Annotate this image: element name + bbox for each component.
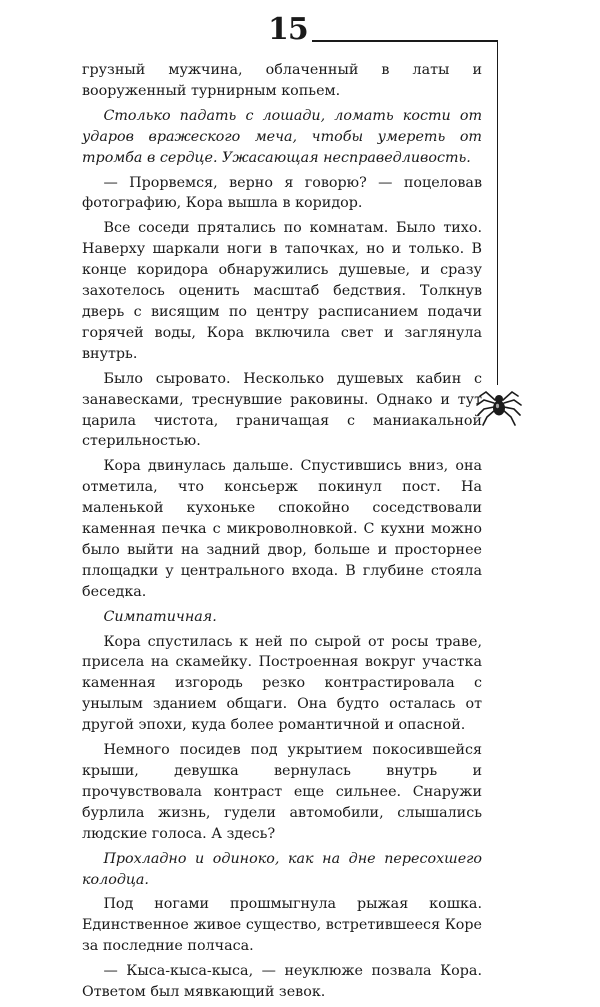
paragraph-italic: Прохладно и одиноко, как на дне пересохшего колодца. — [82, 850, 482, 888]
paragraph: Под ногами прошмыгнула рыжая кошка. Единственное живое существо, встретившееся Коре за последние полчаса. — [82, 896, 482, 955]
paragraph: Кора спустилась к ней по сырой от росы траве, присела на скамейку. Построенная вокруг участка каменная изгородь резко контрастировала с унылым зданием общаги. Она будто осталась от другой эпохи, куда более романтичной и опасной. — [82, 633, 482, 734]
paragraph: Все соседи прятались по комнатам. Было тихо. Наверху шаркали ноги в тапочках, но и только. В конце коридора обнаружились душевые, и сразу захотелось оценить масштаб бедствия. Толкнув дверь с висящим по центру расписанием подачи горячей воды, Кора включила свет и заглянула внутрь. — [82, 220, 482, 362]
paragraph: Кора двинулась дальше. Спустившись вниз, она отметила, что консьерж покинул пост. На маленькой кухоньке спокойно соседствовали каменная печка с микроволновкой. С кухни можно было выйти на задний двор, больше и просторнее площадки у центрального входа. В глубине стояла беседка. — [82, 458, 482, 600]
body-text — [82, 60, 482, 1007]
page-number: 15 — [268, 12, 308, 47]
spider-thread-horizontal — [312, 40, 498, 42]
paragraph: — Кыса-кыса-кыса, — неуклюже позвала Кора. Ответом был мявкающий зевок. — [82, 963, 482, 1001]
paragraph-italic: Столько падать с лошади, ломать кости от ударов вражеского меча, чтобы умереть от тромба в сердце. Ужасающая несправедливость. — [82, 107, 482, 166]
paragraph: — Прорвемся, верно я говорю? — поцеловав фотографию, Кора вышла в коридор. — [82, 174, 482, 212]
paragraph: Было сыровато. Несколько душевых кабин с занавесками, треснувшие раковины. Однако и тут царила чистота, граничащая с маниакальной стерильностью. — [82, 370, 482, 450]
spider-thread-vertical — [497, 40, 498, 385]
paragraph: грузный мужчина, облаченный в латы и вооруженный турнирным копьем. — [82, 62, 482, 99]
paragraph: Немного посидев под укрытием покосившейся крыши, девушка вернулась внутрь и прочувствовала контраст еще сильнее. Снаружи бурлила жизнь, гудели автомобили, слышались людские голоса. А здесь? — [82, 742, 482, 842]
paragraph-italic: Симпатичная. — [103, 608, 217, 625]
